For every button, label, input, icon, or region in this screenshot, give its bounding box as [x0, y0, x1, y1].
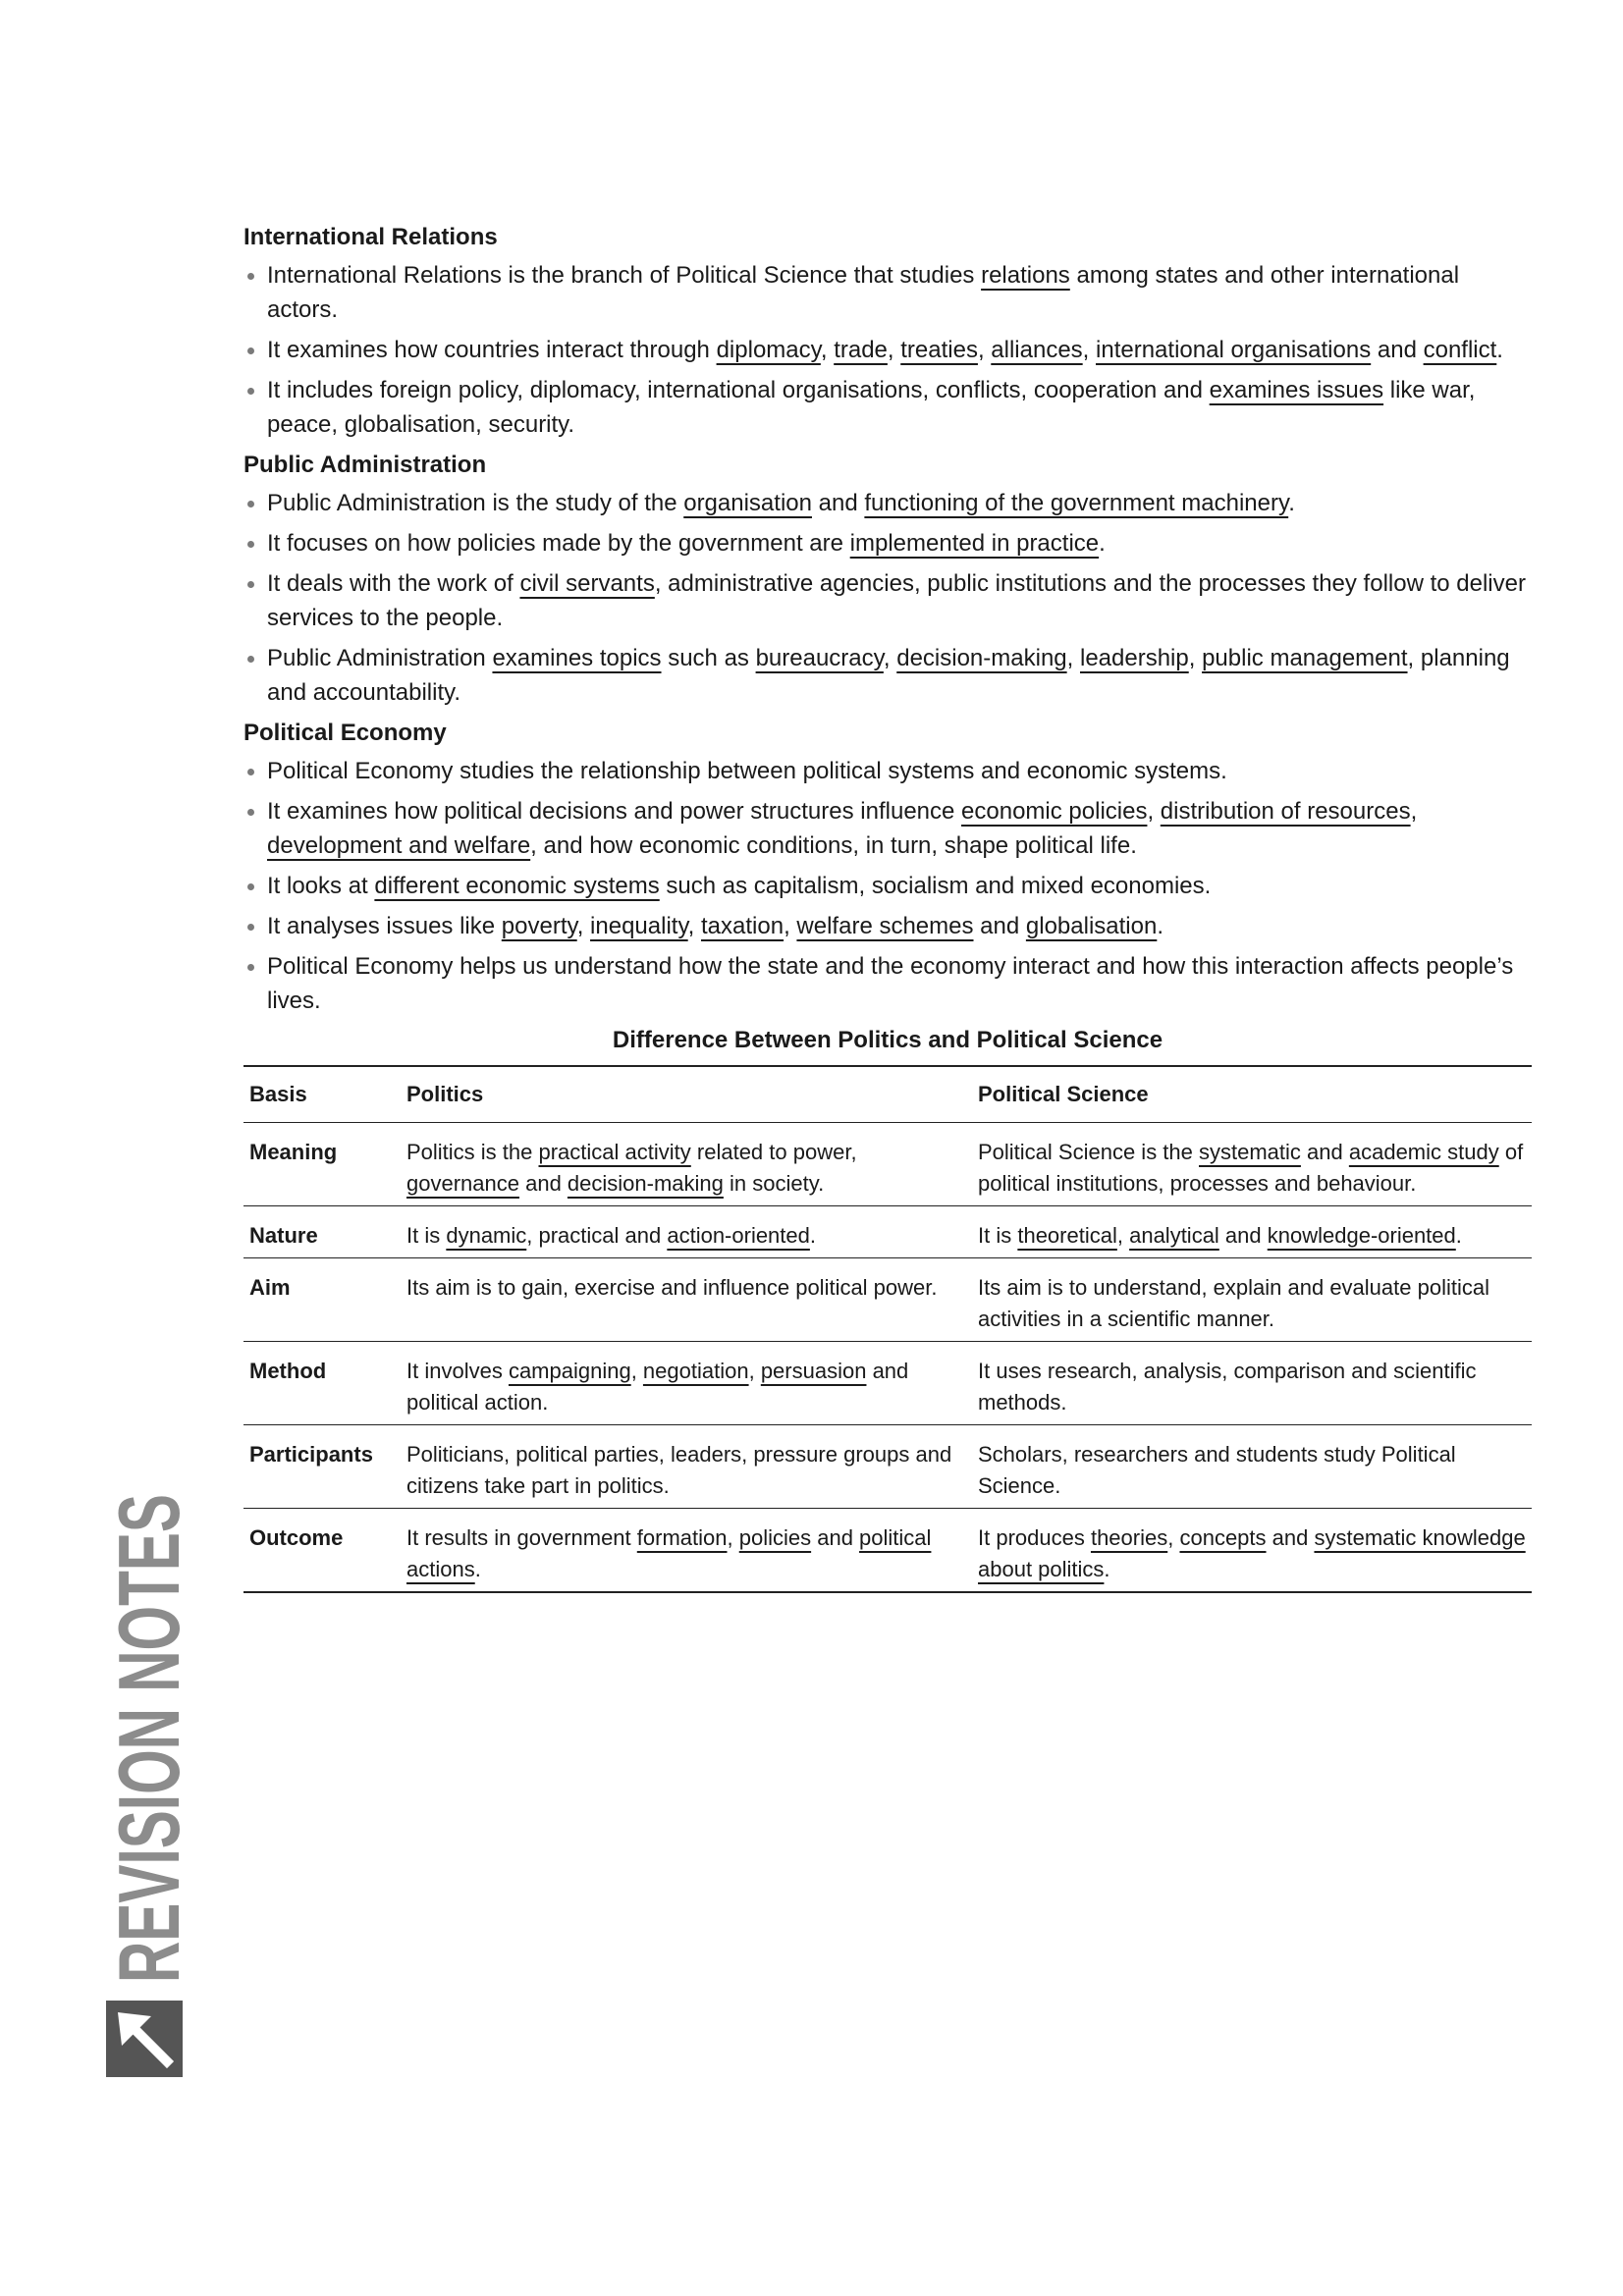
text-run: It includes foreign policy, diplomacy, international organisations, conflicts, cooperation and: [267, 377, 1210, 403]
text-run: ,: [1188, 645, 1203, 671]
bullet-item: [243, 754, 1532, 788]
underlined-term: theoretical: [1017, 1223, 1117, 1248]
text-run: .: [1288, 490, 1295, 516]
text-run: of political institutions, processes and behaviour.: [978, 1140, 1524, 1196]
column-header: Politics: [401, 1066, 972, 1123]
text-run: International Relations is the branch of Political Science that studies: [267, 262, 982, 289]
text-run: Scholars, researchers and students study Political Science.: [978, 1442, 1456, 1498]
bullet-item: [243, 566, 1532, 635]
underlined-term: bureaucracy: [755, 645, 884, 671]
table-row: [243, 1509, 1532, 1593]
text-run: in society.: [723, 1171, 825, 1196]
text-run: and: [518, 1171, 568, 1196]
text-run: Political Economy helps us understand how the state and the economy interact and how this interaction affects people’s lives.: [267, 953, 1514, 1014]
underlined-term: civil servants: [519, 570, 655, 597]
text-run: and: [1371, 337, 1424, 363]
underlined-term: governance: [406, 1171, 519, 1196]
section-heading: Political Economy: [243, 720, 447, 746]
underlined-term: dynamic: [446, 1223, 527, 1248]
politics-cell: [401, 1425, 972, 1509]
underlined-term: organisation: [683, 490, 812, 516]
bullet-item: [243, 909, 1532, 943]
text-run: ,: [887, 337, 901, 363]
political-science-cell: [972, 1425, 1532, 1509]
text-run: related to power,: [690, 1140, 857, 1164]
text-run: and: [1266, 1525, 1315, 1550]
underlined-term: systematic knowledge about politics: [978, 1525, 1526, 1581]
bullet-item: [243, 794, 1532, 863]
underlined-term: political actions: [406, 1525, 932, 1581]
text-run: It deals with the work of: [267, 570, 520, 597]
underlined-term: international organisations: [1096, 337, 1372, 363]
bullet-list: [243, 486, 1532, 710]
politics-cell: [401, 1258, 972, 1342]
text-run: and: [1300, 1140, 1349, 1164]
text-run: It analyses issues like: [267, 913, 502, 939]
underlined-term: formation: [636, 1525, 728, 1550]
political-science-cell: [972, 1342, 1532, 1425]
underlined-term: knowledge-oriented: [1267, 1223, 1456, 1248]
text-run: Its aim is to understand, explain and evaluate political activities in a scientific manner.: [978, 1275, 1489, 1331]
text-run: like war, peace, globalisation, security.: [267, 377, 1476, 438]
basis-cell: Participants: [243, 1425, 401, 1509]
basis-cell: Aim: [243, 1258, 401, 1342]
text-run: It results in government: [406, 1525, 637, 1550]
text-run: .: [1104, 1557, 1110, 1581]
bullet-item: [243, 949, 1532, 1018]
underlined-term: economic policies: [961, 798, 1148, 825]
underlined-term: practical activity: [538, 1140, 691, 1164]
text-run: It focuses on how policies made by the government are: [267, 530, 850, 557]
bullet-item: [243, 526, 1532, 561]
bullet-item: [243, 869, 1532, 903]
text-run: Politicians, political parties, leaders, pressure groups and citizens take part in politics.: [406, 1442, 952, 1498]
politics-cell: [401, 1342, 972, 1425]
bullet-item: [243, 333, 1532, 367]
text-run: Its aim is to gain, exercise and influence political power.: [406, 1275, 938, 1300]
political-science-cell: [972, 1509, 1532, 1593]
table-title: Difference Between Politics and Political Science: [612, 1027, 1163, 1053]
political-science-cell: [972, 1206, 1532, 1258]
text-run: It examines how countries interact through: [267, 337, 717, 363]
text-run: , administrative agencies, public institutions and the processes they follow to deliver services to the people.: [267, 570, 1526, 631]
basis-cell: Outcome: [249, 1525, 344, 1550]
text-run: Political Science is the: [978, 1140, 1199, 1164]
text-run: and: [811, 1525, 860, 1550]
text-run: Politics is the: [406, 1140, 539, 1164]
text-run: Public Administration: [267, 645, 493, 671]
text-run: ,: [1410, 798, 1418, 825]
text-run: .: [1099, 530, 1106, 557]
bullet-item: [243, 641, 1532, 710]
text-run: It involves: [406, 1359, 509, 1383]
underlined-term: leadership: [1079, 645, 1189, 671]
basis-cell: Method: [243, 1342, 401, 1425]
text-run: and: [1218, 1223, 1268, 1248]
bullet-list: [243, 258, 1532, 442]
section-heading: International Relations: [243, 224, 498, 250]
text-run: .: [474, 1557, 481, 1581]
section-heading: Public Administration: [243, 452, 487, 478]
underlined-term: action-oriented: [667, 1223, 810, 1248]
text-run: such as: [661, 645, 756, 671]
underlined-term: examines issues: [1209, 377, 1384, 403]
bullet-item: [243, 258, 1532, 327]
underlined-term: examines topics: [492, 645, 662, 671]
text-run: ,: [1116, 1223, 1130, 1248]
text-run: ,: [687, 913, 702, 939]
text-run: ,: [1147, 798, 1161, 825]
text-run: ,: [977, 337, 992, 363]
basis-cell: Nature: [243, 1206, 401, 1258]
text-run: Public Administration is the study of the: [267, 490, 684, 516]
text-run: It produces: [978, 1525, 1091, 1550]
column-header: Political Science: [972, 1066, 1532, 1123]
text-run: ,: [1167, 1525, 1180, 1550]
text-run: ,: [1066, 645, 1080, 671]
text-run: ,: [820, 337, 835, 363]
arrow-up-left-icon: [106, 2001, 183, 2077]
text-run: It looks at: [267, 873, 375, 899]
underlined-term: globalisation: [1025, 913, 1158, 939]
underlined-term: campaigning: [508, 1359, 631, 1383]
text-run: , planning and accountability.: [267, 645, 1510, 706]
political-science-cell: [972, 1123, 1532, 1206]
text-run: It uses research, analysis, comparison and scientific methods.: [978, 1359, 1477, 1415]
text-run: .: [1496, 337, 1503, 363]
underlined-term: different economic systems: [374, 873, 660, 899]
underlined-term: taxation: [701, 913, 784, 939]
political-science-cell: [972, 1258, 1532, 1342]
underlined-term: academic study: [1348, 1140, 1499, 1164]
underlined-term: policies: [738, 1525, 812, 1550]
underlined-term: relations: [981, 262, 1070, 289]
underlined-term: trade: [834, 337, 888, 363]
text-run: .: [1455, 1223, 1462, 1248]
underlined-term: welfare schemes: [796, 913, 974, 939]
text-run: .: [1157, 913, 1163, 939]
table-header-row: [243, 1066, 1532, 1123]
table-row: [243, 1206, 1532, 1258]
text-run: .: [809, 1223, 817, 1248]
text-run: and: [973, 913, 1026, 939]
bullet-item: [243, 373, 1532, 442]
underlined-term: negotiation: [642, 1359, 749, 1383]
text-run: ,: [748, 1359, 761, 1383]
politics-cell: [401, 1123, 972, 1206]
text-run: , practical and: [526, 1223, 668, 1248]
comparison-table: [243, 1065, 1532, 1593]
underlined-term: distribution of resources: [1160, 798, 1411, 825]
svg-text:REVISION NOTES: REVISION NOTES: [100, 1248, 197, 1983]
text-run: ,: [784, 913, 797, 939]
underlined-term: decision-making: [567, 1171, 724, 1196]
politics-cell: [401, 1206, 972, 1258]
underlined-term: conflict: [1423, 337, 1497, 363]
table-row: [243, 1258, 1532, 1342]
underlined-term: analytical: [1129, 1223, 1219, 1248]
text-run: It is: [978, 1223, 1018, 1248]
underlined-term: systematic: [1199, 1140, 1301, 1164]
underlined-term: implemented in practice: [849, 530, 1100, 557]
text-run: and: [811, 490, 865, 516]
revision-notes-label: [100, 1248, 197, 1983]
page-content: [243, 216, 1532, 1593]
text-run: ,: [576, 913, 591, 939]
underlined-term: theories: [1090, 1525, 1168, 1550]
text-run: and political action.: [406, 1359, 909, 1415]
underlined-term: development and welfare: [267, 832, 531, 859]
text-run: , and how economic conditions, in turn, shape political life.: [530, 832, 1137, 859]
underlined-term: treaties: [900, 337, 978, 363]
table-row: [243, 1425, 1532, 1509]
text-run: ,: [883, 645, 897, 671]
table-row: [243, 1342, 1532, 1425]
underlined-term: public management: [1202, 645, 1408, 671]
bullet-item: [243, 486, 1532, 520]
underlined-term: concepts: [1179, 1525, 1267, 1550]
text-run: ,: [1082, 337, 1097, 363]
underlined-term: inequality: [590, 913, 688, 939]
text-run: It examines how political decisions and power structures influence: [267, 798, 962, 825]
underlined-term: functioning of the government machinery: [864, 490, 1289, 516]
underlined-term: persuasion: [760, 1359, 867, 1383]
text-run: It is: [406, 1223, 447, 1248]
column-header: Basis: [243, 1066, 401, 1123]
bullet-list: [243, 754, 1532, 1018]
text-run: such as capitalism, socialism and mixed economies.: [659, 873, 1212, 899]
underlined-term: diplomacy: [716, 337, 821, 363]
table-row: [243, 1123, 1532, 1206]
text-run: Political Economy studies the relationship between political systems and economic systems.: [267, 758, 1227, 784]
basis-cell: Meaning: [243, 1123, 401, 1206]
text-run: among states and other international actors.: [267, 262, 1460, 323]
underlined-term: decision-making: [896, 645, 1067, 671]
text-run: ,: [727, 1525, 739, 1550]
text-run: ,: [630, 1359, 643, 1383]
underlined-term: alliances: [991, 337, 1083, 363]
politics-cell: [401, 1509, 972, 1593]
underlined-term: poverty: [501, 913, 577, 939]
